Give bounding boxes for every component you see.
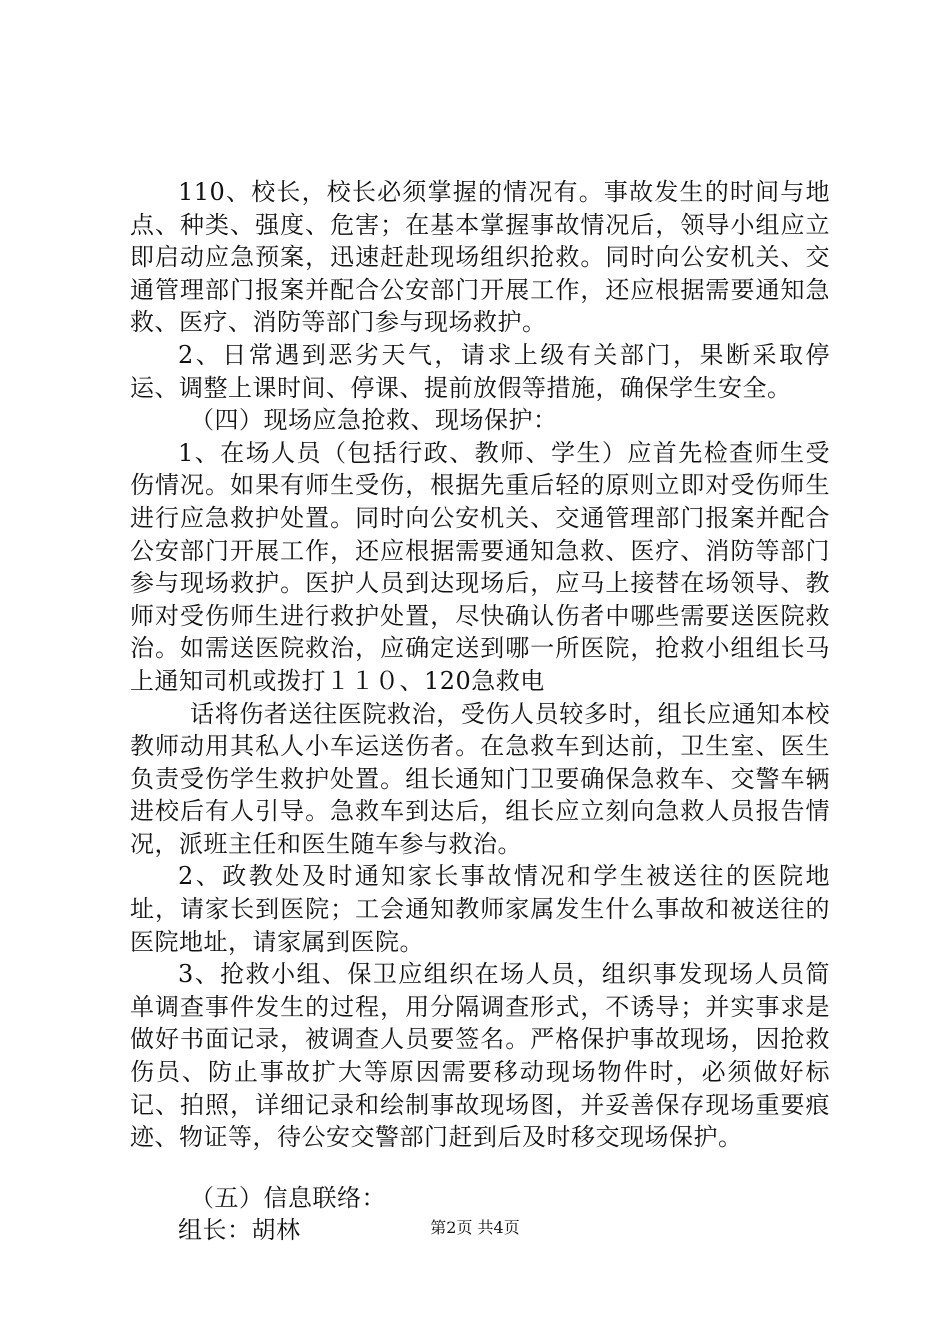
- document-body: [130, 176, 830, 1247]
- paragraph-spacer: [130, 1154, 830, 1182]
- paragraph-onsite-personnel: 1、在场人员（包括行政、教师、学生）应首先检查师生受伤情况。如果有师生受伤，根据先重后轻的原则立即对受伤师生进行应急救护处置。同时向公安机关、交通管理部门报案并配合公安部门开展工作，还应根据需要通知急救、医疗、消防等部门参与现场救护。医护人员到达现场后，应马上接替在场领导、教师对受伤师生进行救护处置，尽快确认伤者中哪些需要送医院救治。如需送医院救治，应确定送到哪一所医院，抢救小组组长马上通知司机或拨打１１０、120急救电: [130, 438, 830, 695]
- paragraph-bad-weather: 2、日常遇到恶劣天气，请求上级有关部门，果断采取停运、调整上课时间、停课、提前放假等措施，确保学生安全。: [130, 340, 830, 402]
- section-heading-onsite-rescue: （四）现场应急抢救、现场保护：: [190, 406, 558, 435]
- paragraph-notify-parents: 2、政教处及时通知家长事故情况和学生被送往的医院地址，请家长到医院；工会通知教师家属发生什么事故和被送往的医院地址，请家属到医院。: [130, 862, 830, 956]
- paragraph-send-to-hospital: 话将伤者送往医院救治，受伤人员较多时，组长应通知本校教师动用其私人小车运送伤者。在急救车到达前，卫生室、医生负责受伤学生救护处置。组长通知门卫要确保急救车、交警车辆进校后有人引导。急救车到达后，组长应立刻向急救人员报告情况，派班主任和医生随车参与救治。: [130, 699, 830, 858]
- page-number-footer: 第2页 共4页: [430, 1218, 520, 1237]
- paragraph-scene-protection: 3、抢救小组、保卫应组织在场人员，组织事发现场人员简单调查事件发生的过程，用分隔调查形式，不诱导；并实事求是做好书面记录，被调查人员要签名。严格保护事故现场，因抢救伤员、防止事故扩大等原因需要移动现场物件时，必须做好标记、拍照，详细记录和绘制事故现场图，并妥善保存现场重要痕迹、物证等，待公安交警部门赶到后及时移交现场保护。: [130, 960, 830, 1152]
- paragraph-principal-report: 110、校长，校长必须掌握的情况有。事故发生的时间与地点、种类、强度、危害；在基本掌握事故情况后，领导小组应立即启动应急预案，迅速赶赴现场组织抢救。同时向公安机关、交通管理部门报案并配合公安部门开展工作，还应根据需要通知急救、医疗、消防等部门参与现场救护。: [130, 178, 830, 337]
- paragraph-group-leader: 组长：胡林: [178, 1216, 301, 1245]
- section-heading-info-contact: （五）信息联络：: [190, 1183, 386, 1212]
